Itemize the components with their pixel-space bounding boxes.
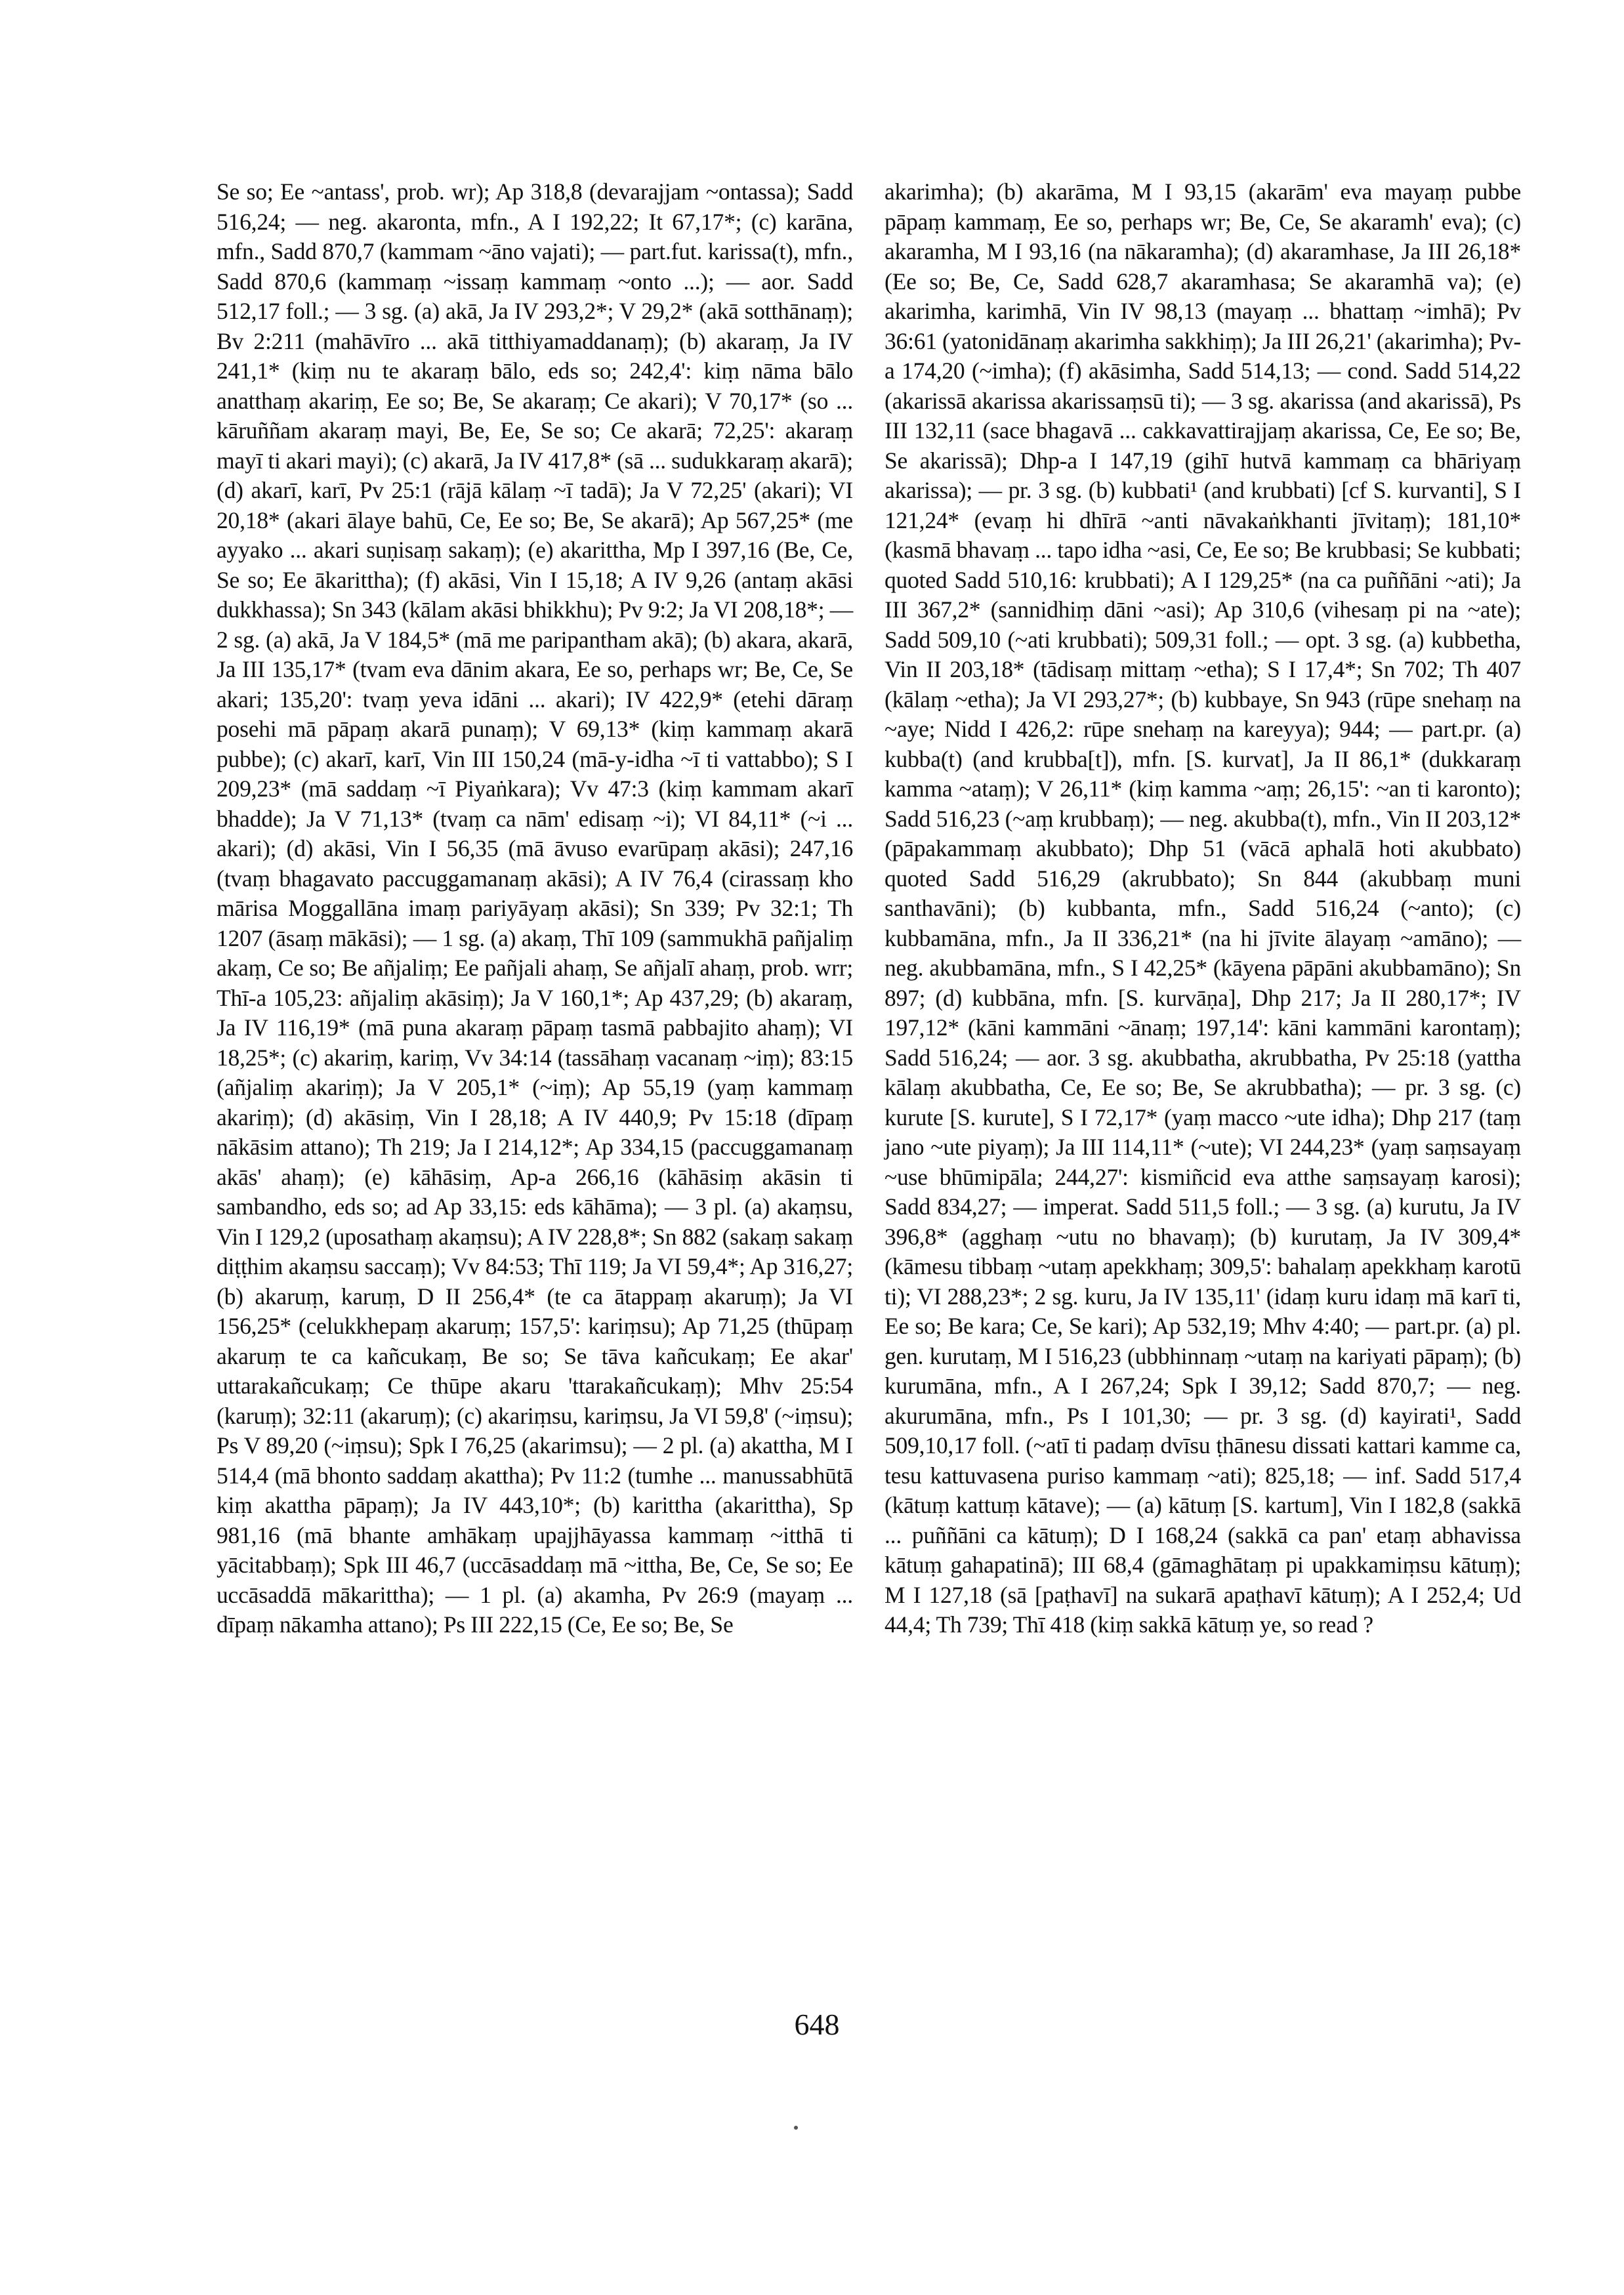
page-number: 648 — [794, 2008, 840, 2041]
right-column-text: akarimha); (b) akarāma, M I 93,15 (akarām' eva mayaṃ pubbe pāpaṃ kammaṃ, Ee so, perhaps wr; Be, Ce, Se akaramh' eva); (c) akaramha, M I 93,16 (na nākaramha); (d) akaramhase, Ja III 26,18* (Ee so; Be, Ce, Sadd 628,7 akaramhasa; Se akaramhā va); (e) akarimha, karimhā, Vin IV 98,13 (mayaṃ ... bhattaṃ ~imhā); Pv 36:61 (yatonidānaṃ akarimha sakkhiṃ); Ja III 26,21' (akarimha); Pv-a 174,20 (~imha); (f) akāsimha, Sadd 514,13; — cond. Sadd 514,22 (akarissā akarissa akarissaṃsū ti); — 3 sg. akarissa (and akarissā), Ps III 132,11 (sace bhagavā ... cakkavattirajjaṃ akarissa, Ce, Ee so; Be, Se akarissā); Dhp-a I 147,19 (gihī hutvā kammaṃ ca bhāriyaṃ akarissa); — pr. 3 sg. (b) kubbati¹ (and krubbati) [cf S. kurvanti], S I 121,24* (evaṃ hi dhīrā ~anti nāvakaṅkhanti jīvitaṃ); 181,10* (kasmā bhavaṃ ... tapo idha ~asi, Ce, Ee so; Be krubbasi; Se kubbati; quoted Sadd 510,16: krubbati); A I 129,25* (na ca puññāni ~ati); Ja III 367,2* (sannidhiṃ dāni ~asi); Ap 310,6 (vihesaṃ pi na ~ate); Sadd 509,10 (~ati krubbati); 509,31 foll.; — opt. 3 sg. (a) kubbetha, Vin II 203,18* (tādisaṃ mittaṃ ~etha); S I 17,4*; Sn 702; Th 407 (kālaṃ ~etha); Ja VI 293,27*; (b) kubbaye, Sn 943 (rūpe snehaṃ na ~aye; Nidd I 426,2: rūpe snehaṃ na kareyya); 944; — part.pr. (a) kubba(t) (and krubba[t]), mfn. [S. kurvat], Ja II 86,1* (dukkaraṃ kamma ~ataṃ); V 26,11* (kiṃ kamma ~aṃ; 26,15': ~an ti karonto); Sadd 516,23 (~aṃ krubbaṃ); — neg. akubba(t), mfn., Vin II 203,12* (pāpakammaṃ akubbato); Dhp 51 (vācā aphalā hoti akubbato) quoted Sadd 516,29 (akrubbato); Sn 844 (akubbaṃ muni santhavāni); (b) kubbanta, mfn., Sadd 516,24 (~anto); (c) kubbamāna, mfn., Ja II 336,21* (na hi jīvite ālayaṃ ~amāno); — neg. akubbamāna, mfn., S I 42,25* (kāyena pāpāni akubbamāno); Sn 897; (d) kubbāna, mfn. [S. kurvāṇa], Dhp 217; Ja II 280,17*; IV 197,12* (kāni kammāni ~ānaṃ; 197,14': kāni kammāni karontaṃ); Sadd 516,24; — aor. 3 sg. akubbatha, akrubbatha, Pv 25:18 (yattha kālaṃ akubbatha, Ce, Ee so; Be, Se akrubbatha); — pr. 3 sg. (c) kurute [S. kurute], S I 72,17* (yaṃ macco ~ute idha); Dhp 217 (taṃ jano ~ute piyaṃ); Ja III 114,11* (~ute); VI 244,23* (yaṃ saṃsayaṃ ~use bhūmipāla; 244,27': kismiñcid eva atthe saṃsayaṃ karosi); Sadd 834,27; — imperat. Sadd 511,5 foll.; — 3 sg. (a) kurutu, Ja IV 396,8* (agghaṃ ~utu no bhavaṃ); (b) kurutaṃ, Ja IV 309,4* (kāmesu tibbaṃ ~utaṃ apekkhaṃ; 309,5': bahalaṃ apekkhaṃ karotū ti); VI 288,23*; 2 sg. kuru, Ja IV 135,11' (idaṃ kuru idaṃ mā karī ti, Ee so; Be kara; Ce, Se kari); Ap 532,19; Mhv 4:40; — part.pr. (a) pl. gen. kurutaṃ, M I 516,23 (ubbhinnaṃ ~utaṃ na kariyati pāpaṃ); (b) kurumāna, mfn., A I 267,24; Spk I 39,12; Sadd 870,7; — neg. akurumāna, mfn., Ps I 101,30; — pr. 3 sg. (d) kayirati¹, Sadd 509,10,17 foll. (~atī ti padaṃ dvīsu ṭhānesu dissati kattari kamme ca, tesu kattuvasena puriso kammaṃ ~ati); 825,18; — inf. Sadd 517,4 (kātuṃ kattuṃ kātave); — (a) kātuṃ [S. kartum], Vin I 182,8 (sakkā ... puññāni ca kātuṃ); D I 168,24 (sakkā ca pan' etaṃ abhavissa kātuṃ gahapatinā); III 68,4 (gāmaghātaṃ pi upakkamiṃsu kātuṃ); M I 127,18 (sā [paṭhavī] na sukarā apaṭhavī kātuṃ); A I 252,4; Ud 44,4; Th 739; Thī 418 (kiṃ sakkā kātuṃ ye, so read ? — [885, 178, 1521, 1638]
left-column-text: Se so; Ee ~antass', prob. wr); Ap 318,8 (devarajjam ~ontassa); Sadd 516,24; — neg. akaronta, mfn., A I 192,22; It 67,17*; (c) karāna, mfn., Sadd 870,7 (kammam ~āno vajati); — part.fut. karissa(t), mfn., Sadd 870,6 (kammaṃ ~issaṃ kammaṃ ~onto ...); — aor. Sadd 512,17 foll.; — 3 sg. (a) akā, Ja IV 293,2*; V 29,2* (akā sotthānaṃ); Bv 2:211 (mahāvīro ... akā titthiyamaddanaṃ); (b) akaraṃ, Ja IV 241,1* (kiṃ nu te akaraṃ bālo, eds so; 242,4': kiṃ nāma bālo anatthaṃ akariṃ, Ee so; Be, Se akaraṃ; Ce akari); V 70,17* (so ... kāruññam akaraṃ mayi, Be, Ee, Se so; Ce akarā; 72,25': akaraṃ mayī ti akari mayi); (c) akarā, Ja IV 417,8* (sā ... sudukkaraṃ akarā); (d) akarī, karī, Pv 25:1 (rājā kālaṃ ~ī tadā); Ja V 72,25' (akari); VI 20,18* (akari ālaye bahū, Ce, Ee so; Be, Se akarā); Ap 567,25* (me ayyako ... akari suṇisaṃ sakaṃ); (e) akarittha, Mp I 397,16 (Be, Ce, Se so; Ee ākarittha); (f) akāsi, Vin I 15,18; A IV 9,26 (antaṃ akāsi dukkhassa); Sn 343 (kālam akāsi bhikkhu); Pv 9:2; Ja VI 208,18*; — 2 sg. (a) akā, Ja V 184,5* (mā me paripantham akā); (b) akara, akarā, Ja III 135,17* (tvam eva dānim akara, Ee so, perhaps wr; Be, Ce, Se akari; 135,20': tvaṃ yeva idāni ... akari); IV 422,9* (etehi dāraṃ posehi mā pāpaṃ akarā punaṃ); V 69,13* (kiṃ kammaṃ akarā pubbe); (c) akarī, karī, Vin III 150,24 (mā-y-idha ~ī ti vattabbo); S I 209,23* (mā saddaṃ ~ī Piyaṅkara); Vv 47:3 (kiṃ kammam akarī bhadde); Ja V 71,13* (tvaṃ ca nām' edisaṃ ~i); VI 84,11* (~i ... akari); (d) akāsi, Vin I 56,35 (mā āvuso evarūpaṃ akāsi); 247,16 (tvaṃ bhagavato paccuggamanaṃ akāsi); A IV 76,4 (cirassaṃ kho mārisa Moggallāna imaṃ pariyāyaṃ akāsi); Sn 339; Pv 32:1; Th 1207 (āsaṃ mākāsi); — 1 sg. (a) akaṃ, Thī 109 (sammukhā pañjaliṃ akaṃ, Ce so; Be añjaliṃ; Ee pañjali ahaṃ, Se añjalī ahaṃ, prob. wrr; Thī-a 105,23: añjaliṃ akāsiṃ); Ja V 160,1*; Ap 437,29; (b) akaraṃ, Ja IV 116,19* (mā puna akaraṃ pāpaṃ tasmā pabbajito ahaṃ); VI 18,25*; (c) akariṃ, kariṃ, Vv 34:14 (tassāhaṃ vacanaṃ ~iṃ); 83:15 (añjaliṃ akariṃ); Ja V 205,1* (~iṃ); Ap 55,19 (yaṃ kammaṃ akariṃ); (d) akāsiṃ, Vin I 28,18; A IV 440,9; Pv 15:18 (dīpaṃ nākāsim attano); Th 219; Ja I 214,12*; Ap 334,15 (paccuggamanaṃ akās' ahaṃ); (e) kāhāsiṃ, Ap-a 266,16 (kāhāsiṃ akāsin ti sambandho, eds so; ad Ap 33,15: eds kāhāma); — 3 pl. (a) akaṃsu, Vin I 129,2 (uposathaṃ akaṃsu); A IV 228,8*; Sn 882 (sakaṃ sakaṃ diṭṭhim akaṃsu saccaṃ); Vv 84:53; Thī 119; Ja VI 59,4*; Ap 316,27; (b) akaruṃ, karuṃ, D II 256,4* (te ca ātappaṃ akaruṃ); Ja VI 156,25* (celukkhepaṃ akaruṃ; 157,5': kariṃsu); Ap 71,25 (thūpaṃ akaruṃ te ca kañcukaṃ, Be so; Se tāva kañcukaṃ; Ee akar' uttarakañcukaṃ; Ce thūpe akaru 'ttarakañcukaṃ); Mhv 25:54 (karuṃ); 32:11 (akaruṃ); (c) akariṃsu, kariṃsu, Ja VI 59,8' (~iṃsu); Ps V 89,20 (~iṃsu); Spk I 76,25 (akarimsu); — 2 pl. (a) akattha, M I 514,4 (mā bhonto saddaṃ akattha); Pv 11:2 (tumhe ... manussabhūtā kiṃ akattha pāpaṃ); Ja IV 443,10*; (b) karittha (akarittha), Sp 981,16 (mā bhante amhākaṃ upajjhāyassa kammaṃ ~itthā ti yācitabbaṃ); Spk III 46,7 (uccāsaddaṃ mā ~ittha, Be, Ce, Se so; Ee uccāsaddā mākarittha); — 1 pl. (a) akamha, Pv 26:9 (mayaṃ ... dīpaṃ nākamha attano); Ps III 222,15 (Ce, Ee so; Be, Se — [217, 178, 853, 1638]
right-column — [885, 177, 1521, 1640]
left-column — [217, 177, 853, 1640]
stray-mark — [794, 2126, 798, 2130]
